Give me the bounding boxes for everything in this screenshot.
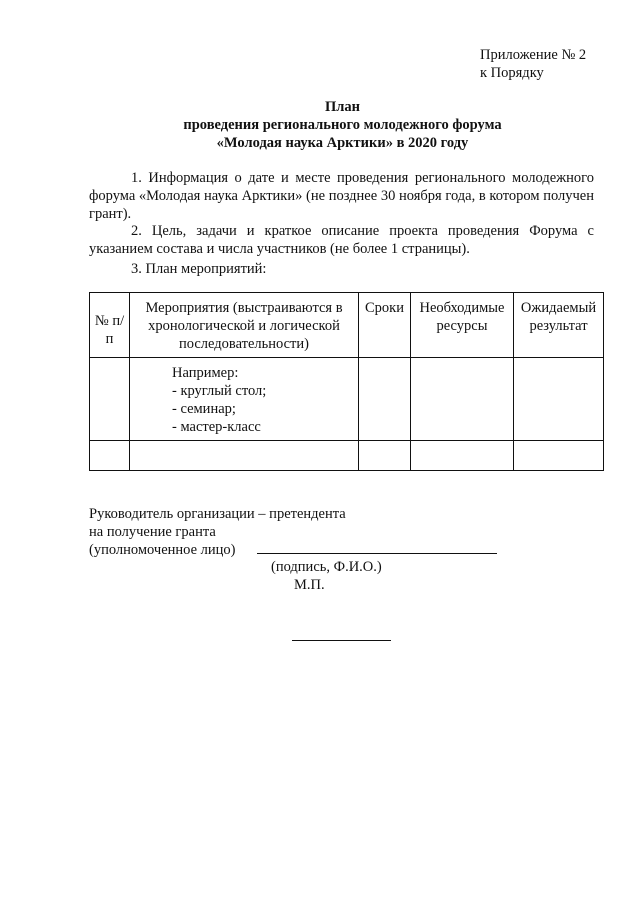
signature-block (89, 505, 346, 559)
table-header-row (90, 293, 604, 358)
header-dates: Сроки (359, 293, 411, 358)
paragraph-1: 1. Информация о дате и месте проведения регионального молодежного форума «Молодая наука Арктики» (не позднее 30 ноября года, в котором получен грант). (89, 170, 594, 222)
cell-events (130, 441, 359, 471)
stamp-placeholder: М.П. (294, 577, 325, 593)
paragraph-2: 2. Цель, задачи и краткое описание проекта проведения Форума с указанием состава и числа участников (не более 1 страницы). (89, 223, 594, 257)
cell-dates (359, 441, 411, 471)
table-row (90, 358, 604, 441)
cell-num (90, 441, 130, 471)
example-intro: Например: (172, 365, 239, 381)
signer-purpose: на получение гранта (89, 524, 216, 540)
title-line-1: План (324, 99, 361, 115)
appendix-order: к Порядку (480, 65, 544, 81)
title-line-3: «Молодая наука Арктики» в 2020 году (216, 135, 469, 151)
document-title (0, 98, 640, 152)
signature-caption: (подпись, Ф.И.О.) (271, 559, 382, 575)
appendix-reference (480, 46, 586, 82)
end-divider (292, 640, 391, 641)
header-result: Ожидаемый результат (514, 293, 604, 358)
events-plan-table (89, 292, 604, 471)
cell-dates (359, 358, 411, 441)
cell-result (514, 358, 604, 441)
cell-resources (411, 358, 514, 441)
table-row (90, 441, 604, 471)
example-item: - круглый стол; (172, 383, 267, 399)
cell-result (514, 441, 604, 471)
example-item: - мастер-класс (172, 419, 261, 435)
cell-resources (411, 441, 514, 471)
signature-line (257, 553, 497, 554)
cell-events-example (130, 358, 359, 441)
paragraph-3: 3. План мероприятий: (131, 261, 267, 277)
appendix-number: Приложение № 2 (480, 47, 587, 63)
header-events: Мероприятия (выстраиваются в хронологической и логической последовательности) (130, 293, 359, 358)
header-num: № п/п (90, 293, 130, 358)
cell-num (90, 358, 130, 441)
title-line-2: проведения регионального молодежного форума (183, 117, 502, 133)
signer-role: Руководитель организации – претендента (89, 506, 346, 522)
example-item: - семинар; (172, 401, 236, 417)
header-resources: Необходимые ресурсы (411, 293, 514, 358)
signer-authorized: (уполномоченное лицо) (89, 542, 236, 558)
